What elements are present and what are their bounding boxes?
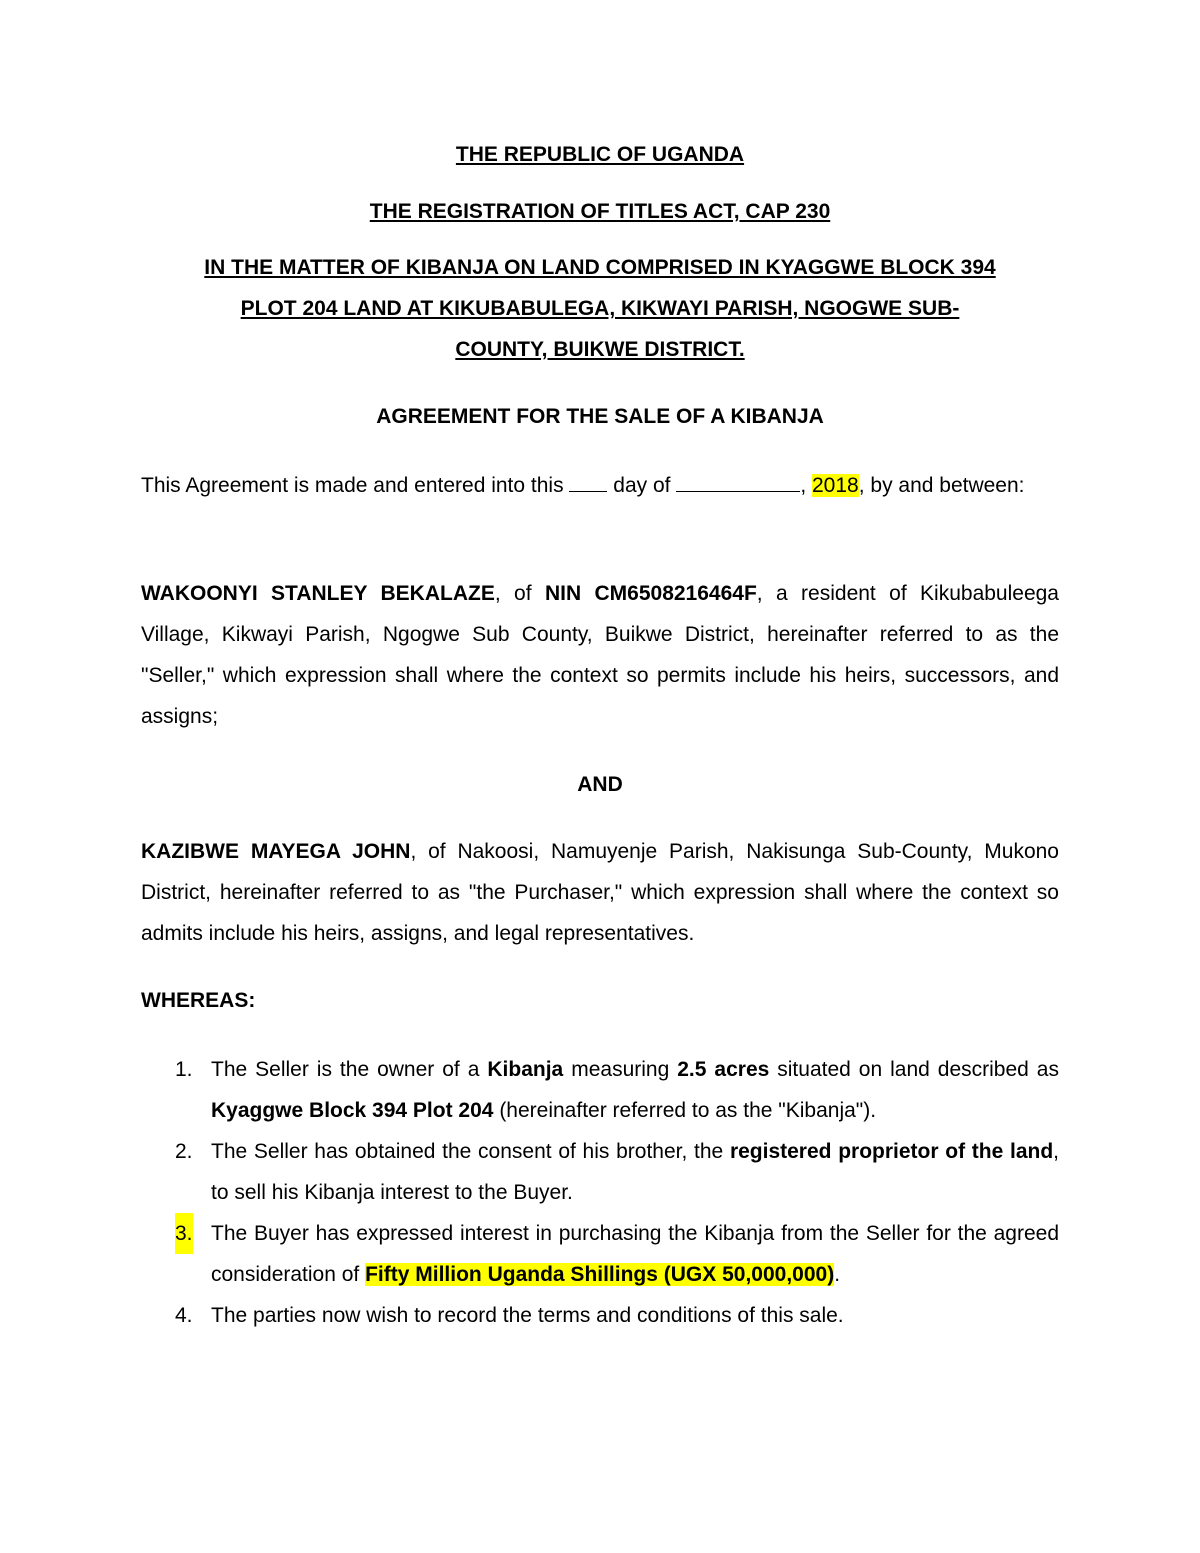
recital-bold: 2.5 acres	[677, 1058, 770, 1081]
list-number: 1.	[175, 1058, 193, 1081]
purchaser-name: KAZIBWE MAYEGA JOHN	[141, 840, 411, 863]
intro-text-a: This Agreement is made and entered into this	[141, 474, 564, 497]
matter-heading-line-3: COUNTY, BUIKWE DISTRICT.	[455, 338, 745, 361]
recital-text: The Buyer has expressed interest in purchasing the Kibanja from the Seller for the agreed consideration of	[211, 1222, 1059, 1286]
recital-text: The parties now wish to record the terms and conditions of this sale.	[211, 1304, 844, 1327]
intro-text-b: day of	[613, 474, 671, 497]
list-item	[141, 1295, 1059, 1336]
purchaser-paragraph	[141, 831, 1059, 954]
month-blank	[676, 473, 800, 492]
recital-bold: registered proprietor of the land	[729, 1140, 1054, 1163]
day-blank	[569, 473, 607, 492]
purchaser-rest: , of Nakoosi, Namuyenje Parish, Nakisunga Sub-County, Mukono District, hereinafter referred to as "the Purchaser," which expression shall where the context so admits include his heirs, assigns, and legal representatives.	[141, 840, 1059, 945]
recital-text: situated on land described as	[777, 1058, 1059, 1081]
year-highlight: 2018	[812, 474, 859, 497]
agreement-title: AGREEMENT FOR THE SALE OF A KIBANJA	[376, 405, 824, 428]
recital-text: The Seller has obtained the consent of his brother, the	[211, 1140, 724, 1163]
and-separator: AND	[577, 773, 623, 796]
recital-text: measuring	[571, 1058, 670, 1081]
seller-paragraph	[141, 573, 1059, 737]
seller-of: , of	[494, 582, 532, 605]
recital-text: The Seller is the owner of a	[211, 1058, 480, 1081]
recital-bold: Kibanja	[487, 1058, 564, 1081]
recital-text: .	[834, 1263, 841, 1286]
list-item	[141, 1049, 1059, 1131]
list-item	[141, 1213, 1059, 1295]
republic-heading: THE REPUBLIC OF UGANDA	[455, 143, 745, 166]
seller-nin: NIN CM6508216464F	[544, 582, 757, 605]
recitals-list	[141, 1049, 1059, 1336]
recital-text: (hereinafter referred to as the "Kibanja").	[499, 1099, 877, 1122]
list-number: 3.	[175, 1213, 193, 1254]
intro-paragraph: This Agreement is made and entered into this day of , 2018, by and between:	[141, 474, 1025, 497]
matter-heading-line-2: PLOT 204 LAND AT KIKUBABULEGA, KIKWAYI PARISH, NGOGWE SUB-	[240, 297, 960, 320]
intro-text-c: , by and between:	[858, 474, 1025, 497]
list-number: 4.	[175, 1304, 193, 1327]
list-item	[141, 1131, 1059, 1213]
recital-text: , to sell his Kibanja interest to the Buyer.	[211, 1140, 1059, 1204]
seller-rest: , a resident of Kikubabuleega Village, Kikwayi Parish, Ngogwe Sub County, Buikwe District, hereinafter referred to as the "Seller," which expression shall where the context so permits include his heirs, successors, and assigns;	[141, 582, 1059, 728]
matter-heading-line-1: IN THE MATTER OF KIBANJA ON LAND COMPRISED IN KYAGGWE BLOCK 394	[204, 256, 996, 279]
consideration-highlight: Fifty Million Uganda Shillings (UGX 50,000,000)	[365, 1263, 835, 1286]
seller-name: WAKOONYI STANLEY BEKALAZE	[141, 582, 495, 605]
recital-bold: Kyaggwe Block 394 Plot 204	[211, 1099, 494, 1122]
whereas-label: WHEREAS:	[141, 989, 256, 1012]
act-heading: THE REGISTRATION OF TITLES ACT, CAP 230	[369, 200, 831, 223]
list-number: 2.	[175, 1140, 193, 1163]
